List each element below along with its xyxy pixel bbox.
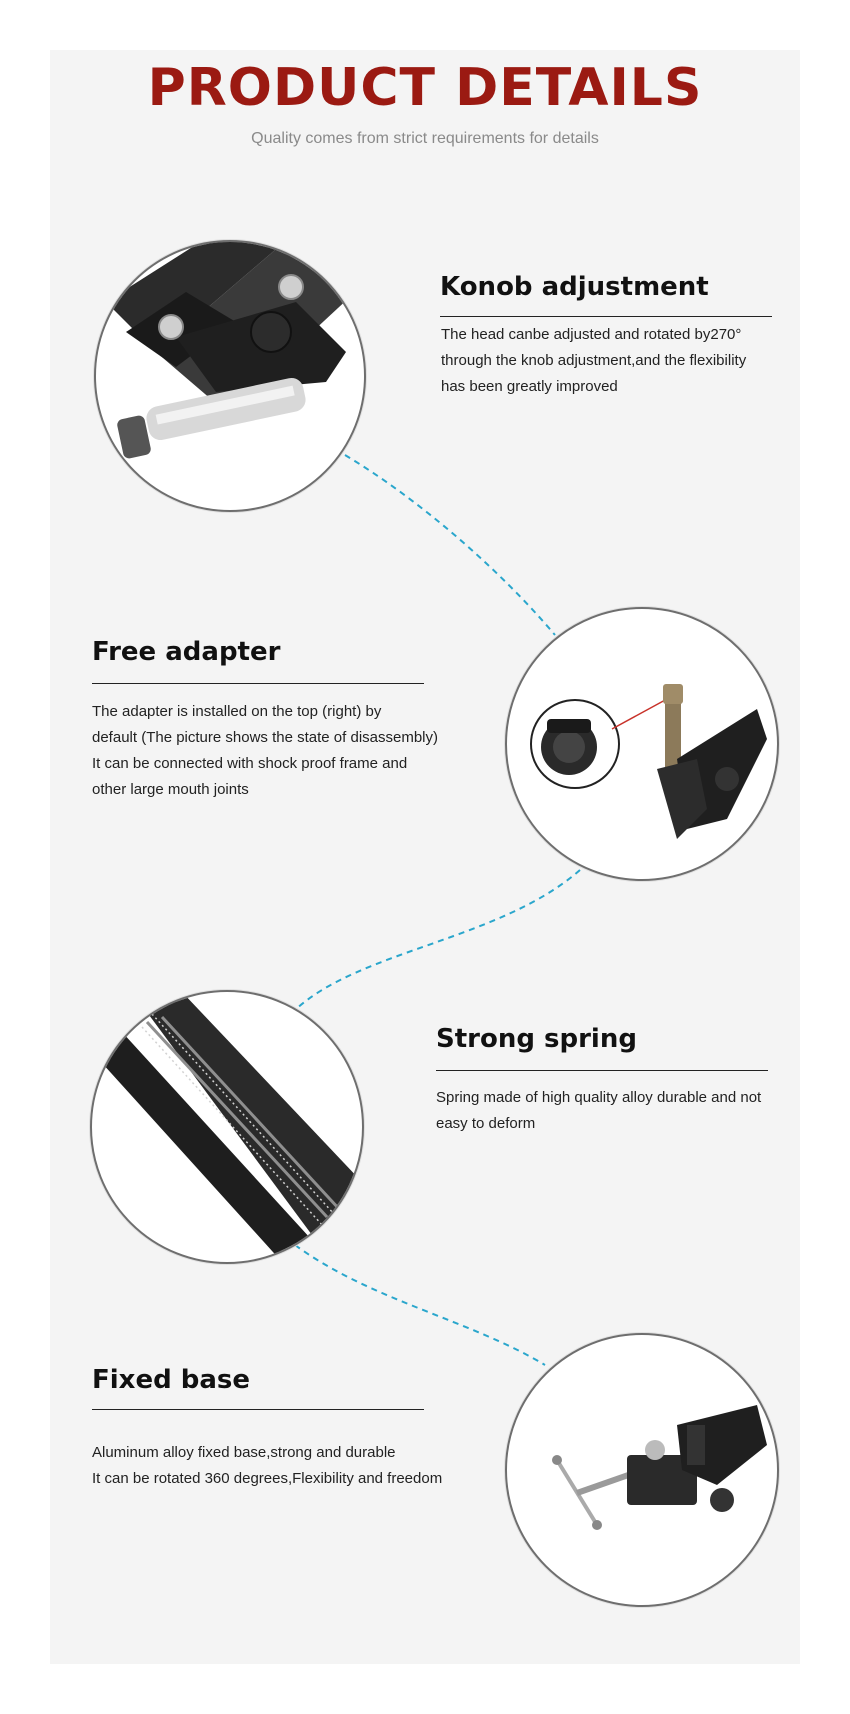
section-rule-base [92,1409,424,1410]
knob-adjustment-image [94,240,366,512]
section-desc-adapter: The adapter is installed on the top (right) by default (The picture shows the state of disassembly) It can be connected with shock proof frame and other large mouth joints [92,703,438,798]
section-heading-spring: Strong spring [436,1024,637,1054]
section-rule-knob [440,316,772,317]
section-desc-knob: The head canbe adjusted and rotated by270° through the knob adjustment,and the flexibility has been greatly improved [441,326,747,395]
connector-2 [295,870,580,1010]
page-title: PRODUCT DETAILS [147,58,703,118]
connector-1 [345,455,555,635]
section-desc-base: Aluminum alloy fixed base,strong and durable It can be rotated 360 degrees,Flexibility and freedom [92,1444,443,1487]
section-desc-spring: Spring made of high quality alloy durable and not easy to deform [436,1089,762,1132]
section-rule-adapter [92,683,424,684]
section-heading-adapter: Free adapter [92,637,281,667]
fixed-base-image [505,1333,779,1607]
free-adapter-image [505,607,779,881]
connector-3 [295,1245,545,1365]
section-heading-knob: Konob adjustment [440,272,709,302]
section-rule-spring [436,1070,768,1071]
section-heading-base: Fixed base [92,1365,251,1395]
page-subtitle: Quality comes from strict requirements for details [251,130,599,147]
strong-spring-image [90,990,364,1264]
